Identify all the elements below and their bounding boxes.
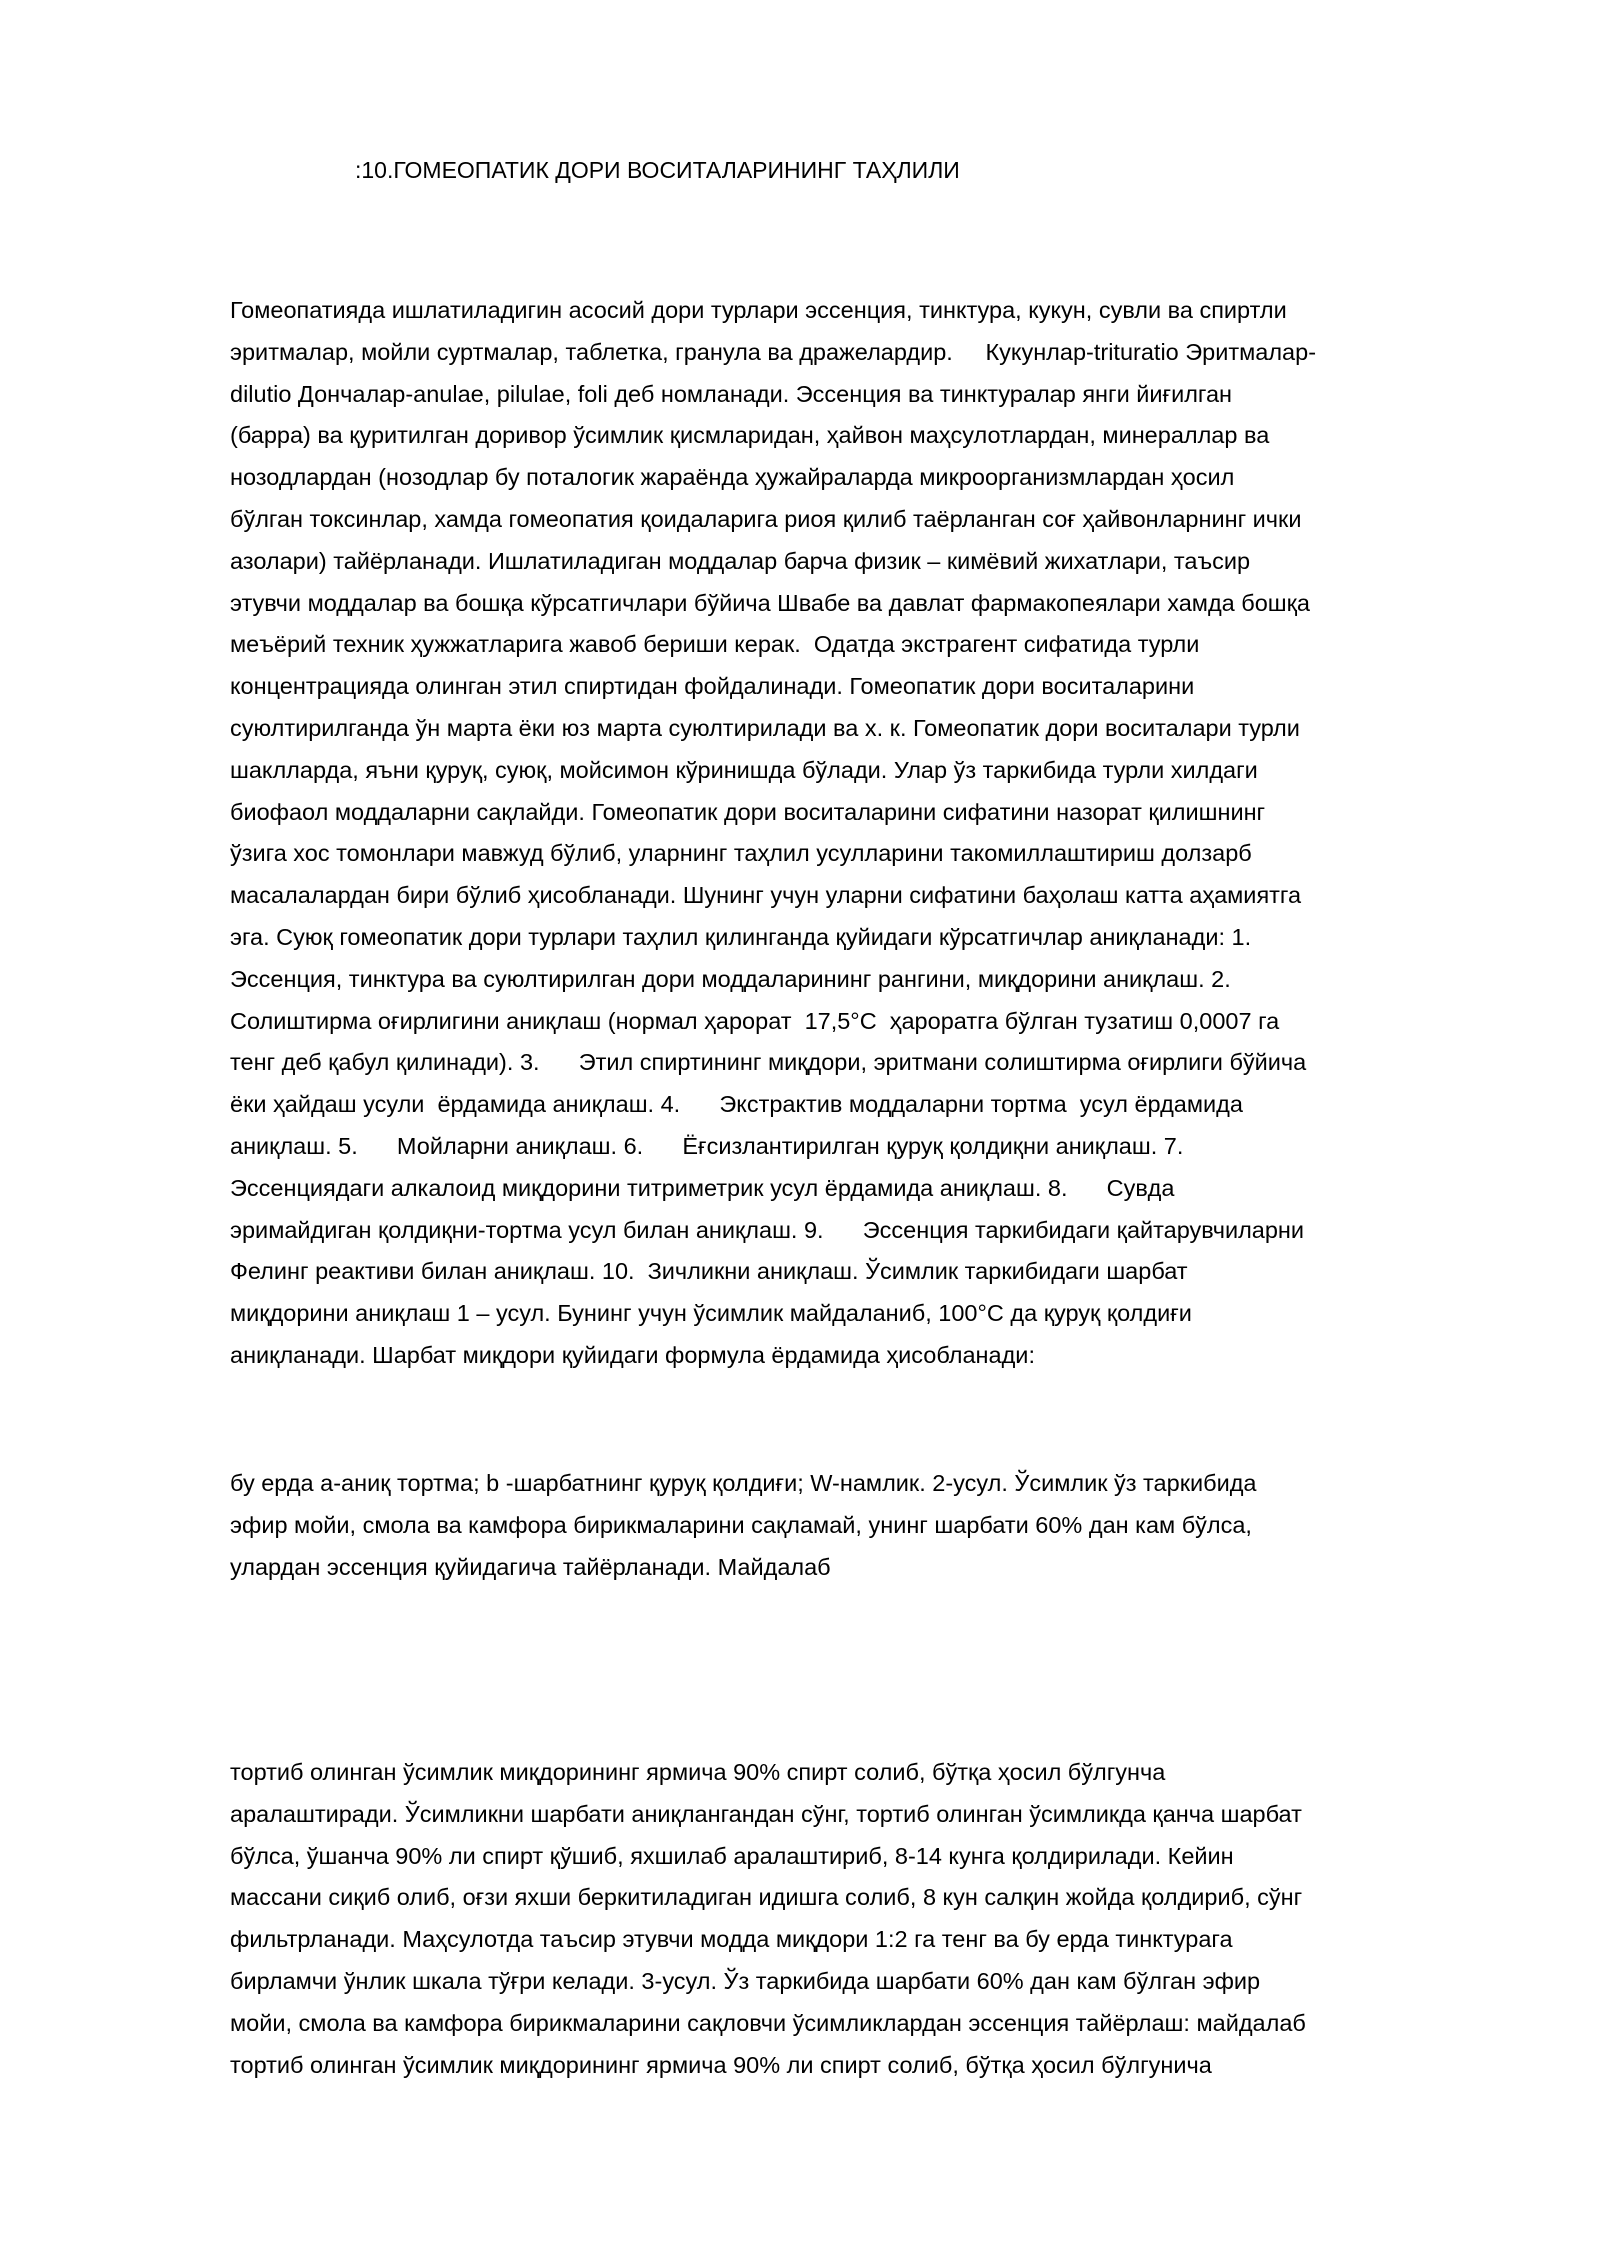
text-line: ёки ҳайдаш усули ёрдамида аниқлаш. 4. Экстрактив моддаларни тортма усул ёрдамида — [230, 1091, 1243, 1118]
text-line: тортиб олинган ўсимлик миқдорининг ярмича 90% спирт солиб, бўтқа ҳосил бўлгунча — [230, 1759, 1166, 1785]
text-line: Эссенция, тинктура ва суюлтирилган дори моддаларининг рангини, миқдорини аниқлаш. 2. — [230, 965, 1231, 992]
text-line: азолари) тайёрланади. Ишлатиладиган моддалар барча физик – кимёвий жихатлари, таъсир — [230, 547, 1251, 574]
text-line: мойи, смола ва камфора бирикмаларини сақловчи ўсимликлардан эссенция тайёрлаш: майдалаб — [230, 2009, 1306, 2036]
text-line: миқдорини аниқлаш 1 – усул. Бунинг учун ўсимлик майдаланиб, 100°С да қуруқ қолдиғи — [230, 1300, 1192, 1327]
text-line: фильтрланади. Маҳсулотда таъсир этувчи модда миқдори 1:2 га тенг ва бу ерда тинктурага — [230, 1926, 1233, 1953]
text-line: Солиштирма оғирлигини аниқлаш (нормал ҳарорат 17,5°С ҳароратга бўлган тузатиш 0,0007 га — [230, 1007, 1280, 1034]
text-line: (барра) ва қуритилган доривор ўсимлик қисмларидан, ҳайвон маҳсулотлардан, минераллар ва — [230, 422, 1270, 449]
text-line: суюлтирилганда ўн марта ёки юз марта суюлтирилади ва х. к. Гомеопатик дори воситалари турли — [230, 714, 1300, 741]
text-line: бўлса, ўшанча 90% ли спирт қўшиб, яхшилаб аралаштириб, 8-14 кунга қолдирилади. Кейин — [230, 1842, 1234, 1869]
paragraph-3 — [230, 1752, 1492, 2086]
document-title: :10.ГОМЕОПАТИК ДОРИ ВОСИТАЛАРИНИНГ ТАҲЛИЛИ — [355, 157, 960, 183]
text-line: аралаштиради. Ўсимликни шарбати аниқлангандан сўнг, тортиб олинган ўсимликда қанча шарбат — [230, 1800, 1302, 1827]
text-line: эритмалар, мойли суртмалар, таблетка, гранула ва дражелардир. Кукунлар-trituratio Эритмалар- — [230, 338, 1317, 365]
text-line: аниқланади. Шарбат миқдори қуйидаги формула ёрдамида ҳисобланади: — [230, 1341, 1035, 1368]
text-line: меъёрий техник ҳужжатларига жавоб бериши керак. Одатда экстрагент сифатида турли — [230, 631, 1200, 658]
text-line: ўзига хос томонлари мавжуд бўлиб, уларнинг таҳлил усулларини такомиллаштириш долзарб — [230, 840, 1252, 867]
text-line: этувчи моддалар ва бошқа кўрсатгичлари бўйича Швабе ва давлат фармакопеялари хамда бошқа — [230, 589, 1310, 616]
text-line: массани сиқиб олиб, оғзи яхши беркитиладиган идишга солиб, 8 кун салқин жойда қолдириб, сўнг — [230, 1884, 1303, 1911]
text-line: бу ерда а-аниқ тортма; b -шарбатнинг қуруқ қолдиғи; W-намлик. 2-усул. Ўсимлик ўз таркибида — [230, 1470, 1257, 1496]
paragraph-1 — [230, 290, 1492, 1377]
text-line: шаклларда, яъни қуруқ, суюқ, мойсимон кўринишда бўлади. Улар ўз таркибида турли хилдаги — [230, 756, 1258, 783]
text-line: бирламчи ўнлик шкала тўғри келади. 3-усул. Ўз таркибида шарбати 60% дан кам бўлган эфир — [230, 1967, 1261, 1994]
text-line: тортиб олинган ўсимлик миқдорининг ярмича 90% ли спирт солиб, бўтқа ҳосил бўлгунича — [230, 2051, 1212, 2078]
text-line: биофаол моддаларни сақлайди. Гомеопатик дори воситаларини сифатини назорат қилишнинг — [230, 798, 1266, 825]
text-line: эга. Суюқ гомеопатик дори турлари таҳлил қилинганда қуйидаги кўрсатгичлар аниқланади: 1. — [230, 923, 1252, 950]
text-line: концентрацияда олинган этил спиртидан фойдалинади. Гомеопатик дори воситаларини — [230, 673, 1195, 700]
text-line: нозодлардан (нозодлар бу поталогик жараёнда ҳужайраларда микроорганизмлардан ҳосил — [230, 464, 1235, 491]
text-line: масалалардан бири бўлиб ҳисобланади. Шунинг учун уларни сифатини баҳолаш катта аҳамиятга — [230, 882, 1302, 909]
text-line: Фелинг реактиви билан аниқлаш. 10. Зичликни аниқлаш. Ўсимлик таркибидаги шарбат — [230, 1258, 1188, 1285]
text-line: dilutio Дончалар-anulae, pilulae, foli деб номланади. Эссенция ва тинктуралар янги йиғилган — [230, 380, 1233, 407]
paragraph-2 — [230, 1463, 1492, 1588]
text-line: Эссенциядаги алкалоид миқдорини титриметрик усул ёрдамида аниқлаш. 8. Сувда — [230, 1174, 1175, 1201]
text-line: эримайдиган қолдиқни-тортма усул билан аниқлаш. 9. Эссенция таркибидаги қайтарувчиларни — [230, 1216, 1305, 1243]
text-line: аниқлаш. 5. Мойларни аниқлаш. 6. Ёғсизлантирилган қуруқ қолдиқни аниқлаш. 7. — [230, 1132, 1184, 1159]
text-line: Гомеопатияда ишлатиладигин асосий дори турлари эссенция, тинктура, кукун, сувли ва спиртли — [230, 297, 1287, 323]
text-line: тенг деб қабул қилинади). 3. Этил спиртининг миқдори, эритмани солиштирма оғирлиги бўйича — [230, 1049, 1307, 1076]
text-line: бўлган токсинлар, хамда гомеопатия қоидаларига риоя қилиб таёрланган соғ ҳайвонларнинг ички — [230, 505, 1302, 532]
text-line: эфир мойи, смола ва камфора бирикмаларини сақламай, унинг шарбати 60% дан кам бўлса, — [230, 1511, 1252, 1538]
text-line: улардан эссенция қуйидагича тайёрланади. Майдалаб — [230, 1553, 831, 1580]
